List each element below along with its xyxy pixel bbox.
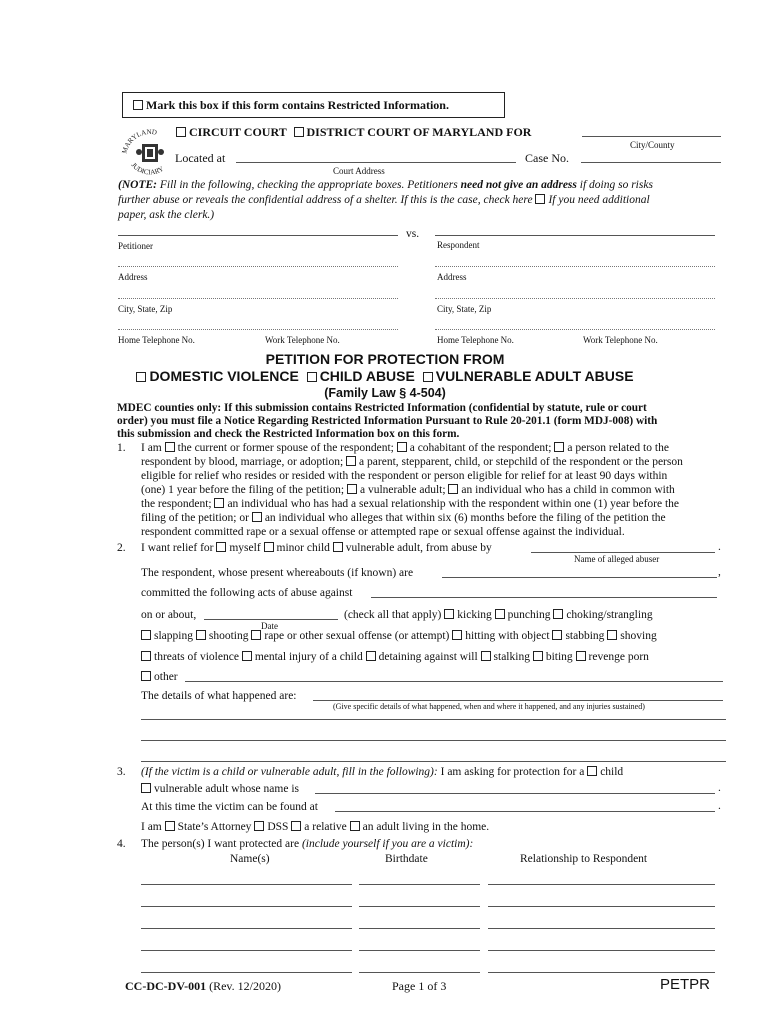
spouse-checkbox[interactable] (165, 442, 175, 452)
child-abuse-checkbox[interactable] (307, 372, 317, 382)
item-3-line-4 (141, 820, 489, 834)
dss-label: DSS (267, 821, 289, 833)
protected-name-2[interactable] (141, 906, 352, 907)
i-am-text: I am (141, 442, 162, 454)
details-field-4[interactable] (141, 761, 726, 762)
kicking-label: kicking (457, 609, 492, 621)
withhold-address-checkbox[interactable] (535, 194, 545, 204)
item-3-line-1 (141, 765, 623, 779)
note-text-2: if doing so risks (579, 179, 653, 191)
hitting-label: hitting with object (465, 630, 550, 642)
child-in-common-checkbox[interactable] (448, 484, 458, 494)
alleged-abuser-field[interactable] (531, 552, 715, 553)
item-3-intro: (If the victim is a child or vulnerable adult, fill in the following): (141, 766, 438, 778)
other-checkbox[interactable] (141, 671, 151, 681)
vulnerable-adult-checkbox[interactable] (347, 484, 357, 494)
victim-name-field[interactable] (315, 793, 715, 794)
form-code: PETPR (660, 976, 711, 993)
protected-birthdate-5[interactable] (359, 972, 480, 973)
mdec-line-2: order) you must file a Notice Regarding Restricted Information Pursuant to Rule 20-201.1 (form MDJ-008) with (117, 415, 658, 427)
protected-name-5[interactable] (141, 972, 352, 973)
check-all-text: (check all that apply) (344, 609, 442, 621)
choking-label: choking/strangling (566, 609, 653, 621)
abuse-victim-field[interactable] (371, 597, 717, 598)
punching-checkbox[interactable] (495, 609, 505, 619)
respondent-address-label: Address (437, 272, 467, 282)
protect-child-checkbox[interactable] (587, 766, 597, 776)
shoving-label: shoving (620, 630, 657, 642)
other-line (141, 670, 178, 684)
item-3-number: 3. (117, 766, 126, 778)
on-or-about-label: on or about, (141, 609, 197, 621)
protected-relationship-5[interactable] (488, 972, 715, 973)
dss-checkbox[interactable] (254, 821, 264, 831)
protected-relationship-1[interactable] (488, 884, 715, 885)
court-address-field[interactable] (236, 162, 516, 163)
domestic-violence-checkbox[interactable] (136, 372, 146, 382)
item-4-intro-italic: (include yourself if you are a victim): (301, 838, 474, 850)
item-1-line-5 (141, 497, 679, 511)
sexual-relationship-checkbox[interactable] (214, 498, 224, 508)
cohabitant-label: a cohabitant of the respondent; (409, 442, 552, 454)
court-selection (176, 125, 531, 140)
filer-i-am-text: I am (141, 821, 162, 833)
states-attorney-label: State’s Attorney (177, 821, 252, 833)
rape-checkbox[interactable] (251, 630, 261, 640)
svg-text:MARYLAND: MARYLAND (120, 127, 158, 155)
respondent-work-phone-label: Work Telephone No. (583, 335, 658, 345)
threats-label: threats of violence (154, 651, 239, 663)
note-line-3: paper, ask the clerk.) (118, 209, 215, 221)
states-attorney-checkbox[interactable] (165, 821, 175, 831)
details-label: The details of what happened are: (141, 690, 297, 702)
item-2-number: 2. (117, 542, 126, 554)
adult-living-checkbox[interactable] (350, 821, 360, 831)
alleged-abuser-label: Name of alleged abuser (574, 554, 660, 564)
note-line-1 (118, 178, 653, 192)
child-in-common-cont: the respondent; (141, 498, 212, 510)
protected-name-3[interactable] (141, 928, 352, 929)
hitting-checkbox[interactable] (452, 630, 462, 640)
related-checkbox[interactable] (554, 442, 564, 452)
page-number: Page 1 of 3 (392, 979, 447, 993)
minor-child-label: minor child (276, 542, 330, 554)
threats-checkbox[interactable] (141, 651, 151, 661)
maryland-judiciary-seal (118, 120, 182, 180)
spouse-label: the current or former spouse of the respondent; (177, 442, 394, 454)
protected-relationship-4[interactable] (488, 950, 715, 951)
respondent-city-field[interactable] (435, 298, 715, 299)
abuser-period: . (718, 541, 721, 553)
committed-label: committed the following acts of abuse against (141, 587, 353, 599)
abuse-date-field[interactable] (204, 619, 338, 620)
protected-birthdate-4[interactable] (359, 950, 480, 951)
petitioner-city-field[interactable] (118, 298, 398, 299)
item-1-line-4 (141, 483, 675, 497)
child-abuse-label: CHILD ABUSE (319, 368, 415, 384)
note-line-2 (118, 193, 650, 207)
item-1-line-6 (141, 511, 666, 525)
biting-checkbox[interactable] (533, 651, 543, 661)
whereabouts-field[interactable] (442, 577, 717, 578)
want-relief-text: I want relief for (141, 542, 214, 554)
adult-living-label: an adult living in the home. (362, 821, 490, 833)
note-text-1: Fill in the following, checking the appropriate boxes. Petitioners (159, 179, 458, 191)
col-names-header: Name(s) (230, 853, 270, 865)
other-field[interactable] (185, 681, 723, 682)
restricted-info-checkbox[interactable] (133, 100, 143, 110)
rape-label: rape or other sexual offense (or attempt) (264, 630, 450, 642)
myself-label: myself (229, 542, 261, 554)
circuit-court-label: CIRCUIT COURT (189, 125, 287, 139)
restricted-info-text: Mark this box if this form contains Restricted Information. (146, 98, 449, 112)
protected-name-1[interactable] (141, 884, 352, 885)
punching-label: punching (507, 609, 551, 621)
district-court-checkbox[interactable] (294, 127, 304, 137)
date-label: Date (261, 621, 278, 631)
petitioner-address-field[interactable] (118, 266, 398, 267)
protected-relationship-3[interactable] (488, 928, 715, 929)
case-no-label: Case No. (525, 151, 569, 165)
stalking-checkbox[interactable] (481, 651, 491, 661)
parent-label: a parent, stepparent, child, or stepchild of the respondent or the person (359, 456, 683, 468)
details-field-3[interactable] (141, 740, 726, 741)
protect-child-label: child (600, 766, 624, 778)
note-text-3: further abuse or reveals the confidential address of a shelter. If this is the case, check here (118, 194, 533, 206)
relief-vulnerable-adult-label: vulnerable adult, from abuse by (345, 542, 492, 554)
form-id (125, 979, 281, 994)
other-label: other (154, 671, 178, 683)
slapping-checkbox[interactable] (141, 630, 151, 640)
petition-title: PETITION FOR PROTECTION FROM (265, 351, 505, 367)
respondent-label: Respondent (437, 240, 480, 250)
protected-birthdate-3[interactable] (359, 928, 480, 929)
item-4-intro: The person(s) I want protected are (141, 838, 300, 850)
vulnerable-adult-abuse-checkbox[interactable] (423, 372, 433, 382)
detaining-checkbox[interactable] (366, 651, 376, 661)
victim-name-period: . (718, 782, 721, 794)
cohabitant-checkbox[interactable] (397, 442, 407, 452)
petitioner-city-label: City, State, Zip (118, 304, 173, 314)
item-1-line-1 (141, 441, 669, 455)
vs-label: vs. (406, 228, 420, 240)
relative-checkbox[interactable] (291, 821, 301, 831)
whereabouts-comma: , (718, 566, 721, 578)
vulnerable-adult-label: a vulnerable adult; (359, 484, 446, 496)
note-label: (NOTE: (118, 179, 157, 191)
respondent-address-field[interactable] (435, 266, 715, 267)
mental-injury-checkbox[interactable] (242, 651, 252, 661)
myself-checkbox[interactable] (216, 542, 226, 552)
petitioner-phone-field[interactable] (118, 329, 398, 330)
sexual-relationship-label: an individual who has had a sexual relationship with the respondent within one (1) year before the (227, 498, 680, 510)
city-county-label: City/County (630, 140, 675, 150)
domestic-violence-label: DOMESTIC VIOLENCE (149, 368, 299, 384)
family-law-citation: (Family Law § 4-504) (324, 386, 446, 400)
choking-checkbox[interactable] (553, 609, 563, 619)
protected-birthdate-1[interactable] (359, 884, 480, 885)
protect-vulnerable-adult-checkbox[interactable] (141, 783, 151, 793)
circuit-court-checkbox[interactable] (176, 127, 186, 137)
mdec-line-1: MDEC counties only: If this submission contains Restricted Information (confidential by statute, rule or court (117, 402, 647, 414)
minor-child-checkbox[interactable] (264, 542, 274, 552)
details-field-1[interactable] (313, 700, 723, 701)
detaining-label: detaining against will (378, 651, 478, 663)
found-at-label: At this time the victim can be found at (141, 801, 318, 813)
relative-label: a relative (304, 821, 347, 833)
located-at-label: Located at (175, 151, 226, 165)
kicking-checkbox[interactable] (444, 609, 454, 619)
svg-text:JUDICIARY: JUDICIARY (129, 161, 166, 177)
related-label-cont: respondent by blood, marriage, or adoption; (141, 456, 344, 468)
respondent-city-label: City, State, Zip (437, 304, 492, 314)
revenge-porn-checkbox[interactable] (576, 651, 586, 661)
note-text-4: If you need additional (548, 194, 650, 206)
shoving-checkbox[interactable] (607, 630, 617, 640)
mental-injury-label: mental injury of a child (254, 651, 363, 663)
vulnerable-adult-abuse-label: VULNERABLE ADULT ABUSE (435, 368, 634, 384)
relief-vulnerable-adult-checkbox[interactable] (333, 542, 343, 552)
shooting-checkbox[interactable] (196, 630, 206, 640)
shooting-label: shooting (208, 630, 249, 642)
details-hint: (Give specific details of what happened, when and where it happened, and any injuries sustained) (333, 702, 645, 711)
item-3-line-2 (141, 782, 299, 796)
abuse-acts-line-3 (141, 650, 649, 664)
city-county-field[interactable] (582, 136, 721, 137)
item-4-number: 4. (117, 838, 126, 850)
respondent-name-field[interactable] (435, 235, 715, 236)
item-2-line-1 (141, 541, 492, 555)
related-label: a person related to the (567, 442, 669, 454)
petition-type-line (0, 368, 770, 384)
stabbing-label: stabbing (565, 630, 605, 642)
item-1-number: 1. (117, 442, 126, 454)
parent-label-cont: (one) 1 year before the filing of the petition; (141, 484, 345, 496)
abuse-acts-line-1 (344, 608, 653, 622)
respondent-phone-field[interactable] (435, 329, 715, 330)
alleged-rape-checkbox[interactable] (252, 512, 262, 522)
biting-label: biting (545, 651, 573, 663)
item-1-line-3: eligible for relief who resides or resided with the respondent or person eligible for relief for at least 90 days within (141, 470, 668, 482)
revenge-porn-label: revenge porn (588, 651, 649, 663)
col-relationship-header: Relationship to Respondent (520, 853, 648, 865)
petitioner-work-phone-label: Work Telephone No. (265, 335, 340, 345)
petitioner-name-field[interactable] (118, 235, 398, 236)
child-in-common-label: an individual who has a child in common with (461, 484, 675, 496)
restricted-info-checkbox-label[interactable] (133, 98, 449, 113)
parent-checkbox[interactable] (346, 456, 356, 466)
victim-location-field[interactable] (335, 811, 715, 812)
form-revision: (Rev. 12/2020) (209, 979, 281, 993)
form-id-code: CC-DC-DV-001 (125, 979, 207, 993)
stalking-label: stalking (493, 651, 530, 663)
petitioner-label: Petitioner (118, 241, 153, 251)
abuse-acts-line-2 (141, 629, 657, 643)
petitioner-home-phone-label: Home Telephone No. (118, 335, 195, 345)
respondent-home-phone-label: Home Telephone No. (437, 335, 514, 345)
item-4-line-1 (141, 837, 473, 851)
item-1-line-7: respondent committed rape or a sexual offense or attempted rape or sexual offense against the individual. (141, 526, 625, 538)
petitioner-address-label: Address (118, 272, 148, 282)
stabbing-checkbox[interactable] (552, 630, 562, 640)
case-no-field[interactable] (581, 162, 721, 163)
court-address-label: Court Address (333, 166, 385, 176)
victim-location-period: . (718, 800, 721, 812)
note-need-not: need not give an address (460, 179, 577, 191)
mdec-line-3: this submission and check the Restricted Information box on this form. (117, 428, 460, 440)
alleged-rape-label: an individual who alleges that within six (6) months before the filing of the petition the (264, 512, 666, 524)
col-birthdate-header: Birthdate (385, 853, 428, 865)
asking-protection-text: I am asking for protection for a (440, 766, 585, 778)
protected-name-4[interactable] (141, 950, 352, 951)
protected-birthdate-2[interactable] (359, 906, 480, 907)
sexual-relationship-cont: filing of the petition; or (141, 512, 249, 524)
protect-vulnerable-adult-label: vulnerable adult whose name is (154, 783, 299, 795)
item-1-line-2 (141, 455, 683, 469)
details-field-2[interactable] (141, 719, 726, 720)
whereabouts-label: The respondent, whose present whereabouts (if known) are (141, 567, 414, 579)
slapping-label: slapping (154, 630, 193, 642)
district-court-label: DISTRICT COURT OF MARYLAND FOR (306, 125, 532, 139)
protected-relationship-2[interactable] (488, 906, 715, 907)
